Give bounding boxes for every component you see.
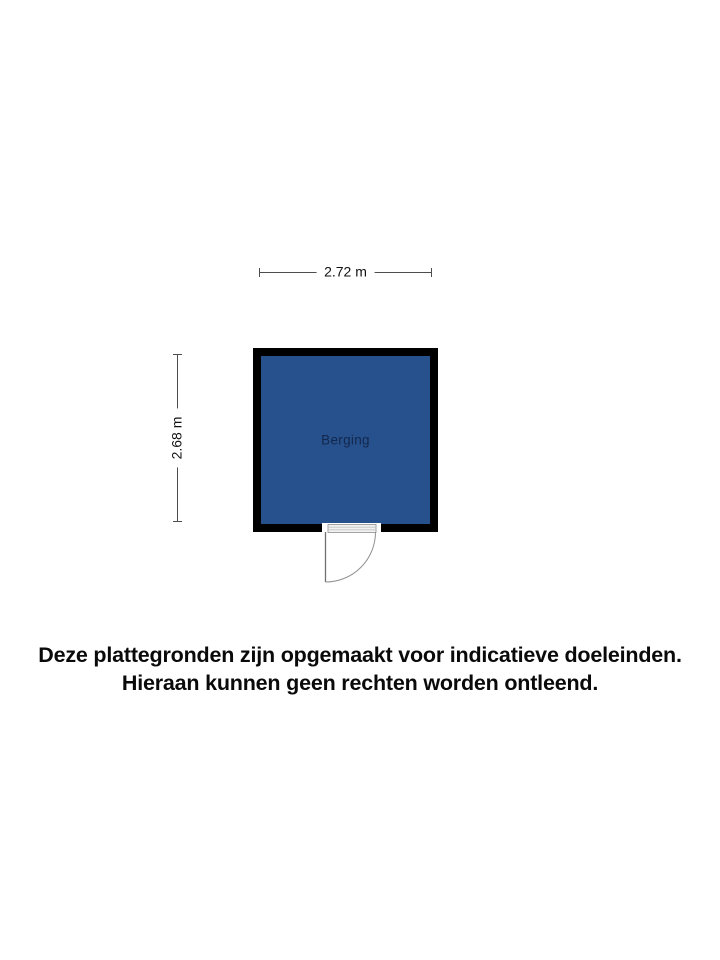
- dimension-tick-left: [259, 268, 260, 277]
- dimension-height: [170, 354, 184, 522]
- room-berging: [253, 348, 438, 532]
- disclaimer-line-2: Hieraan kunnen geen rechten worden ontleend.: [121, 671, 599, 695]
- door-threshold: [328, 525, 376, 533]
- door-arc: [326, 532, 376, 582]
- disclaimer-line-1: Deze plattegronden zijn opgemaakt voor indicatieve doeleinden.: [38, 643, 682, 667]
- dimension-width: [259, 265, 432, 279]
- disclaimer: [0, 641, 720, 697]
- dimension-tick-bottom: [173, 521, 182, 522]
- dimension-height-label: 2.68 m: [169, 409, 186, 468]
- door-swing-icon: [318, 520, 388, 586]
- dimension-tick-top: [173, 354, 182, 355]
- room-label: Berging: [321, 432, 370, 448]
- dimension-tick-right: [431, 268, 432, 277]
- dimension-width-label: 2.72 m: [316, 264, 375, 281]
